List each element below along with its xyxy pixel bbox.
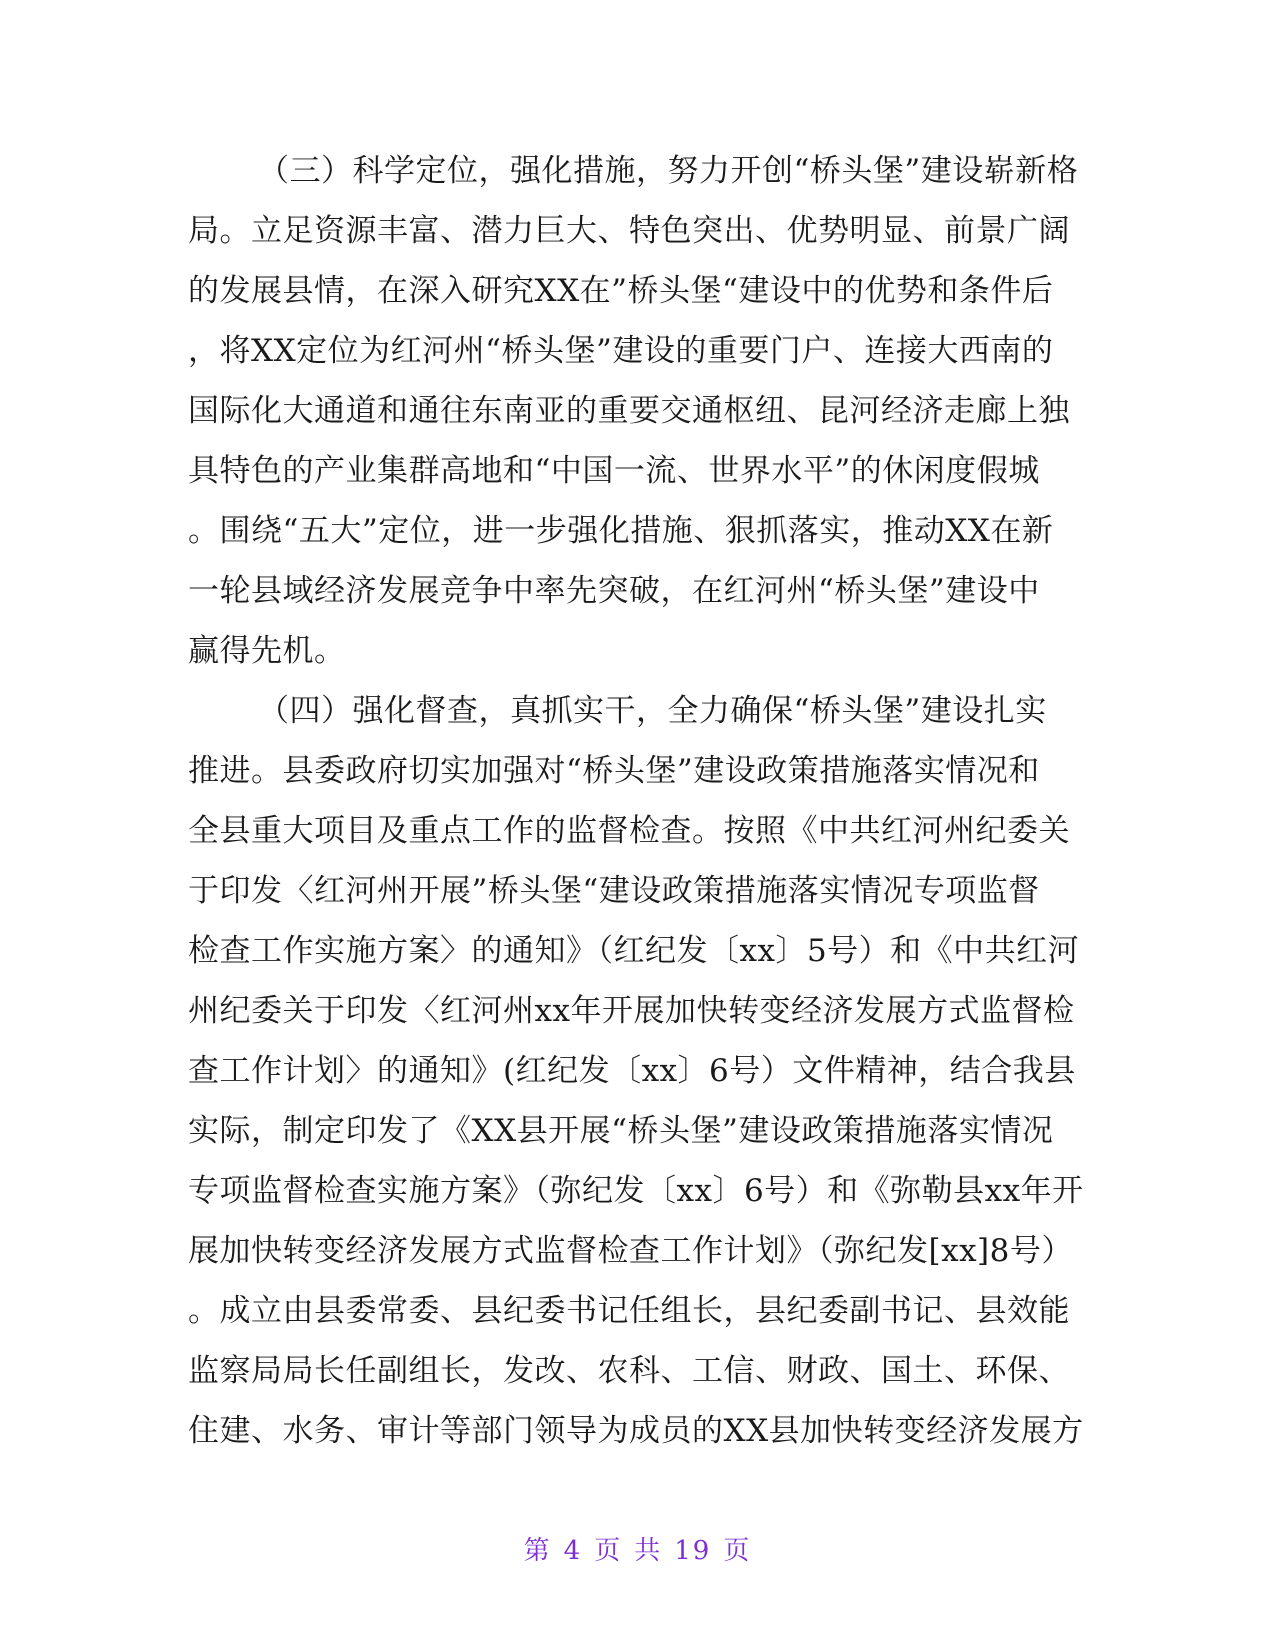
paragraph-4-line-6: 州纪委关于印发〈红河州xx年开展加快转变经济发展方式监督检: [188, 993, 1075, 1029]
paragraph-4-line-2: 推进。县委政府切实加强对“桥头堡”建设政策措施落实情况和: [188, 753, 1040, 789]
body-text: [188, 141, 1088, 1461]
paragraph-4-line-3: 全县重大项目及重点工作的监督检查。按照《中共红河州纪委关: [188, 813, 1070, 849]
paragraph-4-line-1: （四）强化督查，真抓实干，全力确保“桥头堡”建设扎实: [258, 693, 1047, 729]
paragraph-3-line-4: ，将XX定位为红河州“桥头堡”建设的重要门户、连接大西南的: [188, 333, 1054, 369]
paragraph-4-line-12: 监察局局长任副组长，发改、农科、工信、财政、国土、环保、: [188, 1353, 1070, 1389]
paragraph-3-line-8: 一轮县域经济发展竞争中率先突破，在红河州“桥头堡”建设中: [188, 573, 1040, 609]
paragraph-4-line-13: 住建、水务、审计等部门领导为成员的XX县加快转变经济发展方: [188, 1413, 1084, 1449]
paragraph-3-line-1: （三）科学定位，强化措施，努力开创“桥头堡”建设崭新格: [258, 153, 1079, 189]
paragraph-4-line-8: 实际，制定印发了《XX县开展“桥头堡”建设政策措施落实情况: [188, 1113, 1054, 1149]
paragraph-4-line-10: 展加快转变经济发展方式监督检查工作计划》（弥纪发[xx]8号）: [188, 1233, 1073, 1269]
footer-page-label: 第: [523, 1536, 552, 1566]
paragraph-3-line-9: 赢得先机。: [188, 633, 346, 669]
footer-total-pages: 19: [674, 1536, 712, 1566]
footer-page-unit: 页: [594, 1536, 623, 1566]
footer-total-label: 共: [634, 1536, 663, 1566]
paragraph-3-line-5: 国际化大通道和通往东南亚的重要交通枢纽、昆河经济走廊上独: [188, 393, 1070, 429]
paragraph-3-line-3: 的发展县情，在深入研究XX在”桥头堡“建设中的优势和条件后: [188, 273, 1054, 309]
paragraph-4-line-7: 查工作计划〉的通知》(红纪发〔xx〕6号）文件精神，结合我县: [188, 1053, 1076, 1089]
page-footer: [0, 1530, 1275, 1567]
paragraph-3-line-7: 。围绕“五大”定位，进一步强化措施、狠抓落实，推动XX在新: [188, 513, 1054, 549]
paragraph-4-line-9: 专项监督检查实施方案》（弥纪发〔xx〕6号）和《弥勒县xx年开: [188, 1173, 1084, 1209]
paragraph-3-line-6: 具特色的产业集群高地和“中国一流、世界水平”的休闲度假城: [188, 453, 1040, 489]
footer-total-unit: 页: [723, 1536, 752, 1566]
paragraph-4-line-5: 检查工作实施方案〉的通知》（红纪发〔xx〕5号）和《中共红河: [188, 933, 1080, 969]
paragraph-3-line-2: 局。立足资源丰富、潜力巨大、特色突出、优势明显、前景广阔: [188, 213, 1070, 249]
paragraph-4-line-4: 于印发〈红河州开展”桥头堡“建设政策措施落实情况专项监督: [188, 873, 1040, 909]
paragraph-4-line-11: 。成立由县委常委、县纪委书记任组长，县纪委副书记、县效能: [188, 1293, 1070, 1329]
footer-current-page: 4: [563, 1536, 583, 1566]
